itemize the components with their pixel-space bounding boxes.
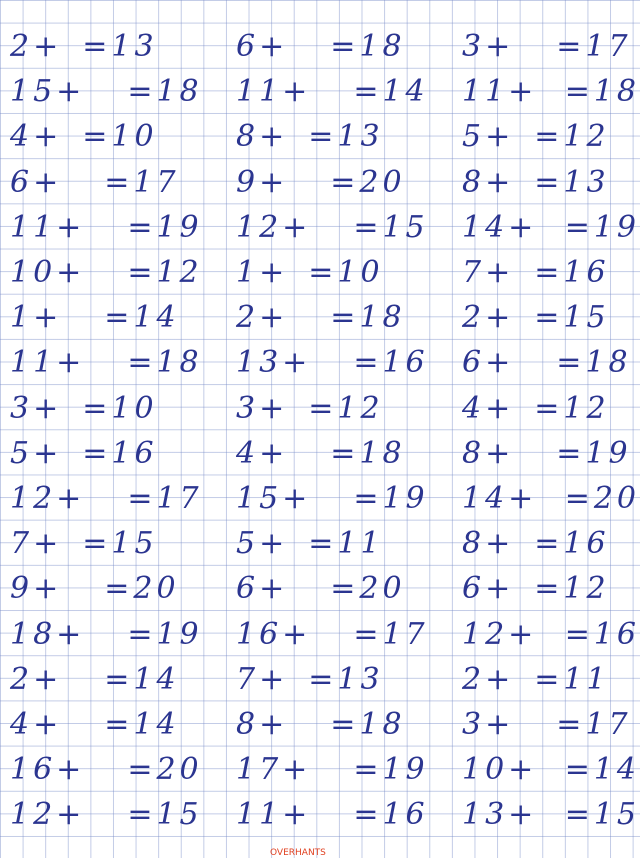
equation-right-side: =11 bbox=[534, 661, 610, 697]
equation-left-side: 17+ bbox=[236, 752, 312, 788]
equation bbox=[226, 340, 452, 385]
equation-left-side: 11+ bbox=[236, 797, 312, 833]
equation bbox=[0, 340, 226, 385]
equation bbox=[452, 69, 640, 114]
equation-right-side: =16 bbox=[82, 435, 158, 471]
equation-left-side: 14+ bbox=[462, 480, 538, 516]
equation-right-side: =19 bbox=[564, 209, 640, 245]
equation-left-side: 11+ bbox=[10, 345, 86, 381]
equation bbox=[226, 69, 452, 114]
equation-left-side: 7+ bbox=[236, 661, 289, 697]
equation bbox=[452, 205, 640, 250]
equation-left-side: 4+ bbox=[10, 706, 63, 742]
equation bbox=[452, 24, 640, 69]
equation-right-side: =15 bbox=[564, 797, 640, 833]
equation-left-side: 4+ bbox=[462, 390, 515, 426]
equation-right-side: =18 bbox=[330, 29, 406, 65]
equation-right-side: =15 bbox=[353, 209, 429, 245]
equation-left-side: 1+ bbox=[236, 255, 289, 291]
equation-left-side: 3+ bbox=[236, 390, 289, 426]
equation-left-side: 13+ bbox=[462, 797, 538, 833]
equation-right-side: =11 bbox=[308, 526, 384, 562]
equation-right-side: =20 bbox=[127, 752, 203, 788]
equation-left-side: 4+ bbox=[236, 435, 289, 471]
equation bbox=[452, 566, 640, 611]
equation-left-side: 8+ bbox=[462, 526, 515, 562]
equation-left-side: 4+ bbox=[10, 119, 63, 155]
equation bbox=[226, 747, 452, 792]
equation-right-side: =16 bbox=[534, 526, 610, 562]
equation bbox=[226, 611, 452, 656]
equation-right-side: =19 bbox=[353, 752, 429, 788]
equation-left-side: 9+ bbox=[236, 164, 289, 200]
equation bbox=[452, 702, 640, 747]
equation-left-side: 16+ bbox=[10, 752, 86, 788]
equation-left-side: 12+ bbox=[10, 480, 86, 516]
equation-right-side: =13 bbox=[308, 119, 384, 155]
equation bbox=[226, 702, 452, 747]
equation-left-side: 1+ bbox=[10, 300, 63, 336]
equation-right-side: =10 bbox=[308, 255, 384, 291]
equation bbox=[452, 114, 640, 159]
equation bbox=[0, 657, 226, 702]
equation-right-side: =17 bbox=[104, 164, 180, 200]
equation-right-side: =14 bbox=[104, 661, 180, 697]
equation bbox=[0, 476, 226, 521]
equation-right-side: =19 bbox=[353, 480, 429, 516]
equation-left-side: 12+ bbox=[10, 797, 86, 833]
equation bbox=[0, 160, 226, 205]
equation-right-side: =15 bbox=[82, 526, 158, 562]
equation bbox=[226, 792, 452, 837]
equation-right-side: =15 bbox=[127, 797, 203, 833]
equation bbox=[452, 295, 640, 340]
equation-right-side: =20 bbox=[564, 480, 640, 516]
equation bbox=[226, 476, 452, 521]
equation bbox=[0, 566, 226, 611]
equation-right-side: =19 bbox=[127, 616, 203, 652]
equation-left-side: 6+ bbox=[236, 29, 289, 65]
equation bbox=[0, 611, 226, 656]
equation-right-side: =13 bbox=[534, 164, 610, 200]
equation-right-side: =20 bbox=[330, 164, 406, 200]
equation bbox=[226, 386, 452, 431]
equation-right-side: =15 bbox=[534, 300, 610, 336]
equation bbox=[452, 521, 640, 566]
equation-right-side: =14 bbox=[104, 706, 180, 742]
equation-right-side: =18 bbox=[127, 345, 203, 381]
equation bbox=[226, 521, 452, 566]
equation bbox=[452, 611, 640, 656]
equation-right-side: =12 bbox=[308, 390, 384, 426]
equation bbox=[452, 747, 640, 792]
equation-left-side: 7+ bbox=[10, 526, 63, 562]
equation bbox=[0, 521, 226, 566]
equation bbox=[226, 566, 452, 611]
equation-left-side: 8+ bbox=[236, 706, 289, 742]
equation bbox=[452, 476, 640, 521]
equation-right-side: =14 bbox=[564, 752, 640, 788]
equation-right-side: =12 bbox=[534, 390, 610, 426]
equation-right-side: =17 bbox=[127, 480, 203, 516]
equation bbox=[0, 792, 226, 837]
equation bbox=[226, 160, 452, 205]
equation bbox=[0, 431, 226, 476]
equation-right-side: =19 bbox=[556, 435, 632, 471]
equation bbox=[0, 250, 226, 295]
equation-right-side: =20 bbox=[330, 571, 406, 607]
equation-right-side: =17 bbox=[556, 29, 632, 65]
equation-left-side: 6+ bbox=[10, 164, 63, 200]
equation-left-side: 10+ bbox=[10, 255, 86, 291]
equation bbox=[226, 114, 452, 159]
equation-left-side: 8+ bbox=[462, 435, 515, 471]
equation bbox=[0, 747, 226, 792]
equation bbox=[452, 250, 640, 295]
equation-right-side: =14 bbox=[104, 300, 180, 336]
equation-left-side: 8+ bbox=[462, 164, 515, 200]
equation-right-side: =18 bbox=[564, 74, 640, 110]
equation bbox=[0, 295, 226, 340]
footer-watermark: OVERHANTS bbox=[270, 848, 326, 858]
equation-right-side: =16 bbox=[564, 616, 640, 652]
equation-left-side: 11+ bbox=[462, 74, 538, 110]
equation bbox=[0, 205, 226, 250]
equation-left-side: 13+ bbox=[236, 345, 312, 381]
equation-right-side: =12 bbox=[534, 119, 610, 155]
equation bbox=[226, 205, 452, 250]
equation-left-side: 3+ bbox=[462, 706, 515, 742]
equation-left-side: 2+ bbox=[236, 300, 289, 336]
equation-left-side: 9+ bbox=[10, 571, 63, 607]
equation bbox=[0, 69, 226, 114]
equation bbox=[0, 24, 226, 69]
exercise-grid bbox=[0, 24, 640, 837]
equation-right-side: =10 bbox=[82, 119, 158, 155]
equation bbox=[452, 657, 640, 702]
equation-right-side: =10 bbox=[82, 390, 158, 426]
equation-left-side: 12+ bbox=[462, 616, 538, 652]
equation-right-side: =17 bbox=[556, 706, 632, 742]
equation-right-side: =13 bbox=[308, 661, 384, 697]
equation bbox=[226, 295, 452, 340]
equation bbox=[226, 431, 452, 476]
equation-left-side: 2+ bbox=[462, 661, 515, 697]
equation-left-side: 2+ bbox=[462, 300, 515, 336]
equation-left-side: 5+ bbox=[236, 526, 289, 562]
equation bbox=[452, 386, 640, 431]
equation bbox=[452, 340, 640, 385]
equation bbox=[0, 386, 226, 431]
equation-left-side: 6+ bbox=[462, 345, 515, 381]
equation bbox=[0, 702, 226, 747]
equation-left-side: 11+ bbox=[10, 209, 86, 245]
equation-left-side: 6+ bbox=[462, 571, 515, 607]
equation-right-side: =19 bbox=[127, 209, 203, 245]
equation-right-side: =18 bbox=[556, 345, 632, 381]
equation-left-side: 14+ bbox=[462, 209, 538, 245]
equation-left-side: 7+ bbox=[462, 255, 515, 291]
equation-right-side: =20 bbox=[104, 571, 180, 607]
equation-left-side: 15+ bbox=[236, 480, 312, 516]
equation-left-side: 3+ bbox=[462, 29, 515, 65]
equation-right-side: =16 bbox=[353, 797, 429, 833]
equation-left-side: 12+ bbox=[236, 209, 312, 245]
equation bbox=[452, 792, 640, 837]
equation bbox=[452, 431, 640, 476]
equation-left-side: 2+ bbox=[10, 29, 63, 65]
equation-left-side: 6+ bbox=[236, 571, 289, 607]
equation-left-side: 8+ bbox=[236, 119, 289, 155]
equation-left-side: 5+ bbox=[10, 435, 63, 471]
equation-right-side: =16 bbox=[534, 255, 610, 291]
equation-left-side: 5+ bbox=[462, 119, 515, 155]
equation-right-side: =18 bbox=[330, 435, 406, 471]
equation-left-side: 18+ bbox=[10, 616, 86, 652]
equation-left-side: 10+ bbox=[462, 752, 538, 788]
equation-right-side: =17 bbox=[353, 616, 429, 652]
equation-left-side: 16+ bbox=[236, 616, 312, 652]
equation-left-side: 15+ bbox=[10, 74, 86, 110]
equation-left-side: 2+ bbox=[10, 661, 63, 697]
equation bbox=[226, 657, 452, 702]
equation bbox=[226, 24, 452, 69]
equation-right-side: =12 bbox=[127, 255, 203, 291]
equation bbox=[452, 160, 640, 205]
equation-right-side: =14 bbox=[353, 74, 429, 110]
equation-right-side: =18 bbox=[330, 706, 406, 742]
equation-left-side: 11+ bbox=[236, 74, 312, 110]
equation-left-side: 3+ bbox=[10, 390, 63, 426]
equation-right-side: =18 bbox=[330, 300, 406, 336]
equation-right-side: =12 bbox=[534, 571, 610, 607]
equation bbox=[226, 250, 452, 295]
equation bbox=[0, 114, 226, 159]
equation-right-side: =16 bbox=[353, 345, 429, 381]
equation-right-side: =13 bbox=[82, 29, 158, 65]
equation-right-side: =18 bbox=[127, 74, 203, 110]
